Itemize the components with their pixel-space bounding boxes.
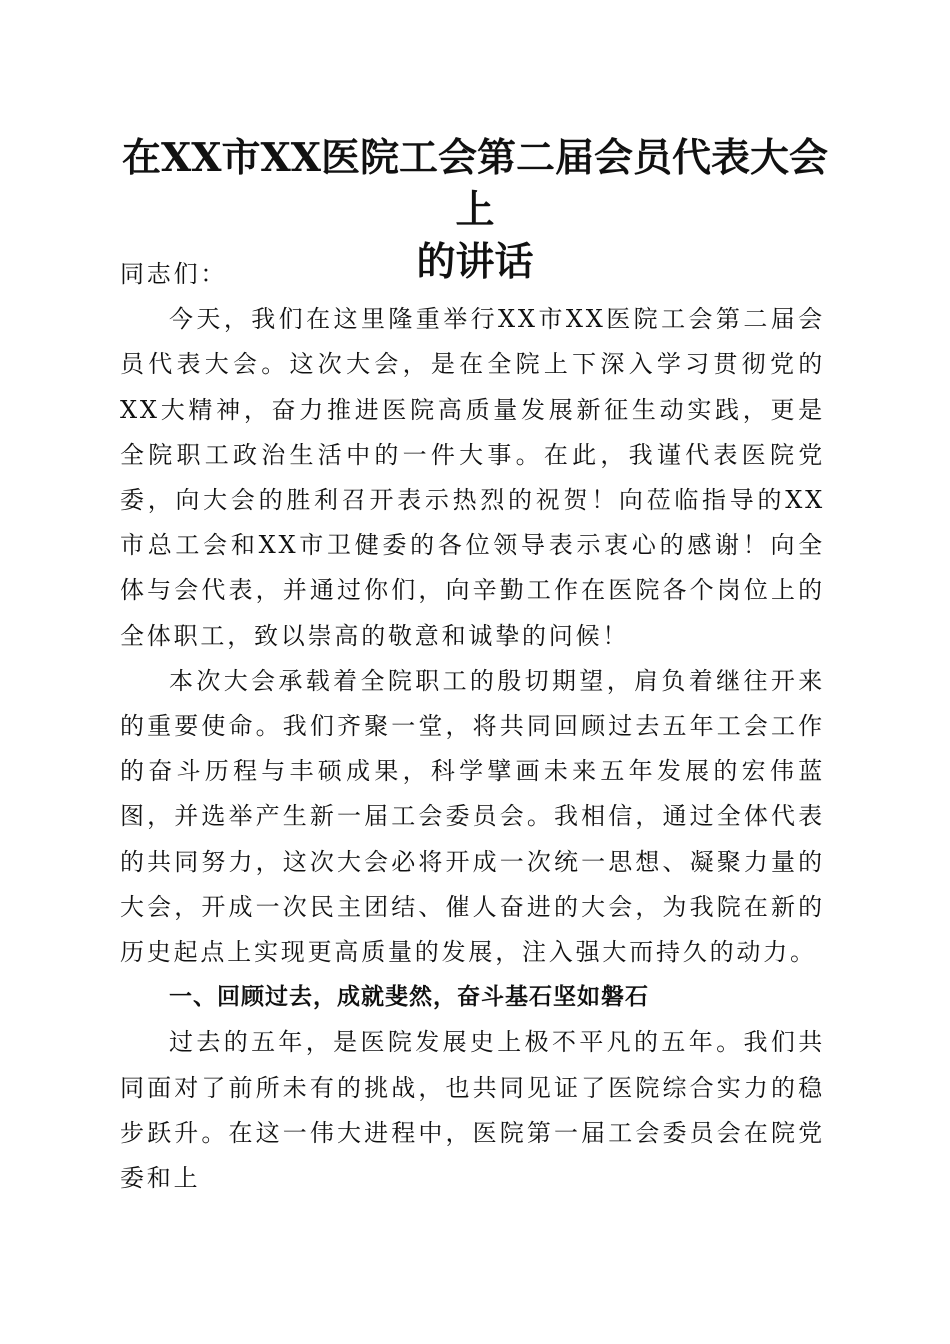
paragraph-mission: 本次大会承载着全院职工的殷切期望，肩负着继往开来的重要使命。我们齐聚一堂，将共同回顾过去五年工会工作的奋斗历程与丰硕成果，科学擘画未来五年发展的宏伟蓝图，并选举产生新一届工会委员会。我相信，通过全体代表的共同努力，这次大会必将开成一次统一思想、凝聚力量的大会，开成一次民主团结、催人奋进的大会，为我院在新的历史起点上实现更高质量的发展，注入强大而持久的动力。: [120, 666, 825, 967]
paragraph-review: 过去的五年，是医院发展史上极不平凡的五年。我们共同面对了前所未有的挑战，也共同见证了医院综合实力的稳步跃升。在这一伟大进程中，医院第一届工会委员会在院党委和上: [120, 1028, 825, 1193]
document-body: [120, 252, 825, 1201]
title-line-2: 的讲话: [416, 239, 534, 285]
salutation: 同志们：: [120, 260, 228, 288]
paragraph-opening: 今天，我们在这里隆重举行XX市XX医院工会第二届会员代表大会。这次大会，是在全院上下深入学习贯彻党的XX大精神，奋力推进医院高质量发展新征生动实践，更是全院职工政治生活中的一件大事。在此，我谨代表医院党委，向大会的胜利召开表示热烈的祝贺！向莅临指导的XX市总工会和XX市卫健委的各位领导表示衷心的感谢！向全体与会代表，并通过你们，向辛勤工作在医院各个岗位上的全体职工，致以崇高的敬意和诚挚的问候！: [120, 305, 825, 650]
section-heading: 一、回顾过去，成就斐然，奋斗基石坚如磐石: [169, 984, 649, 1011]
title-line-1: 在XX市XX医院工会第二届会员代表大会上: [121, 135, 829, 233]
